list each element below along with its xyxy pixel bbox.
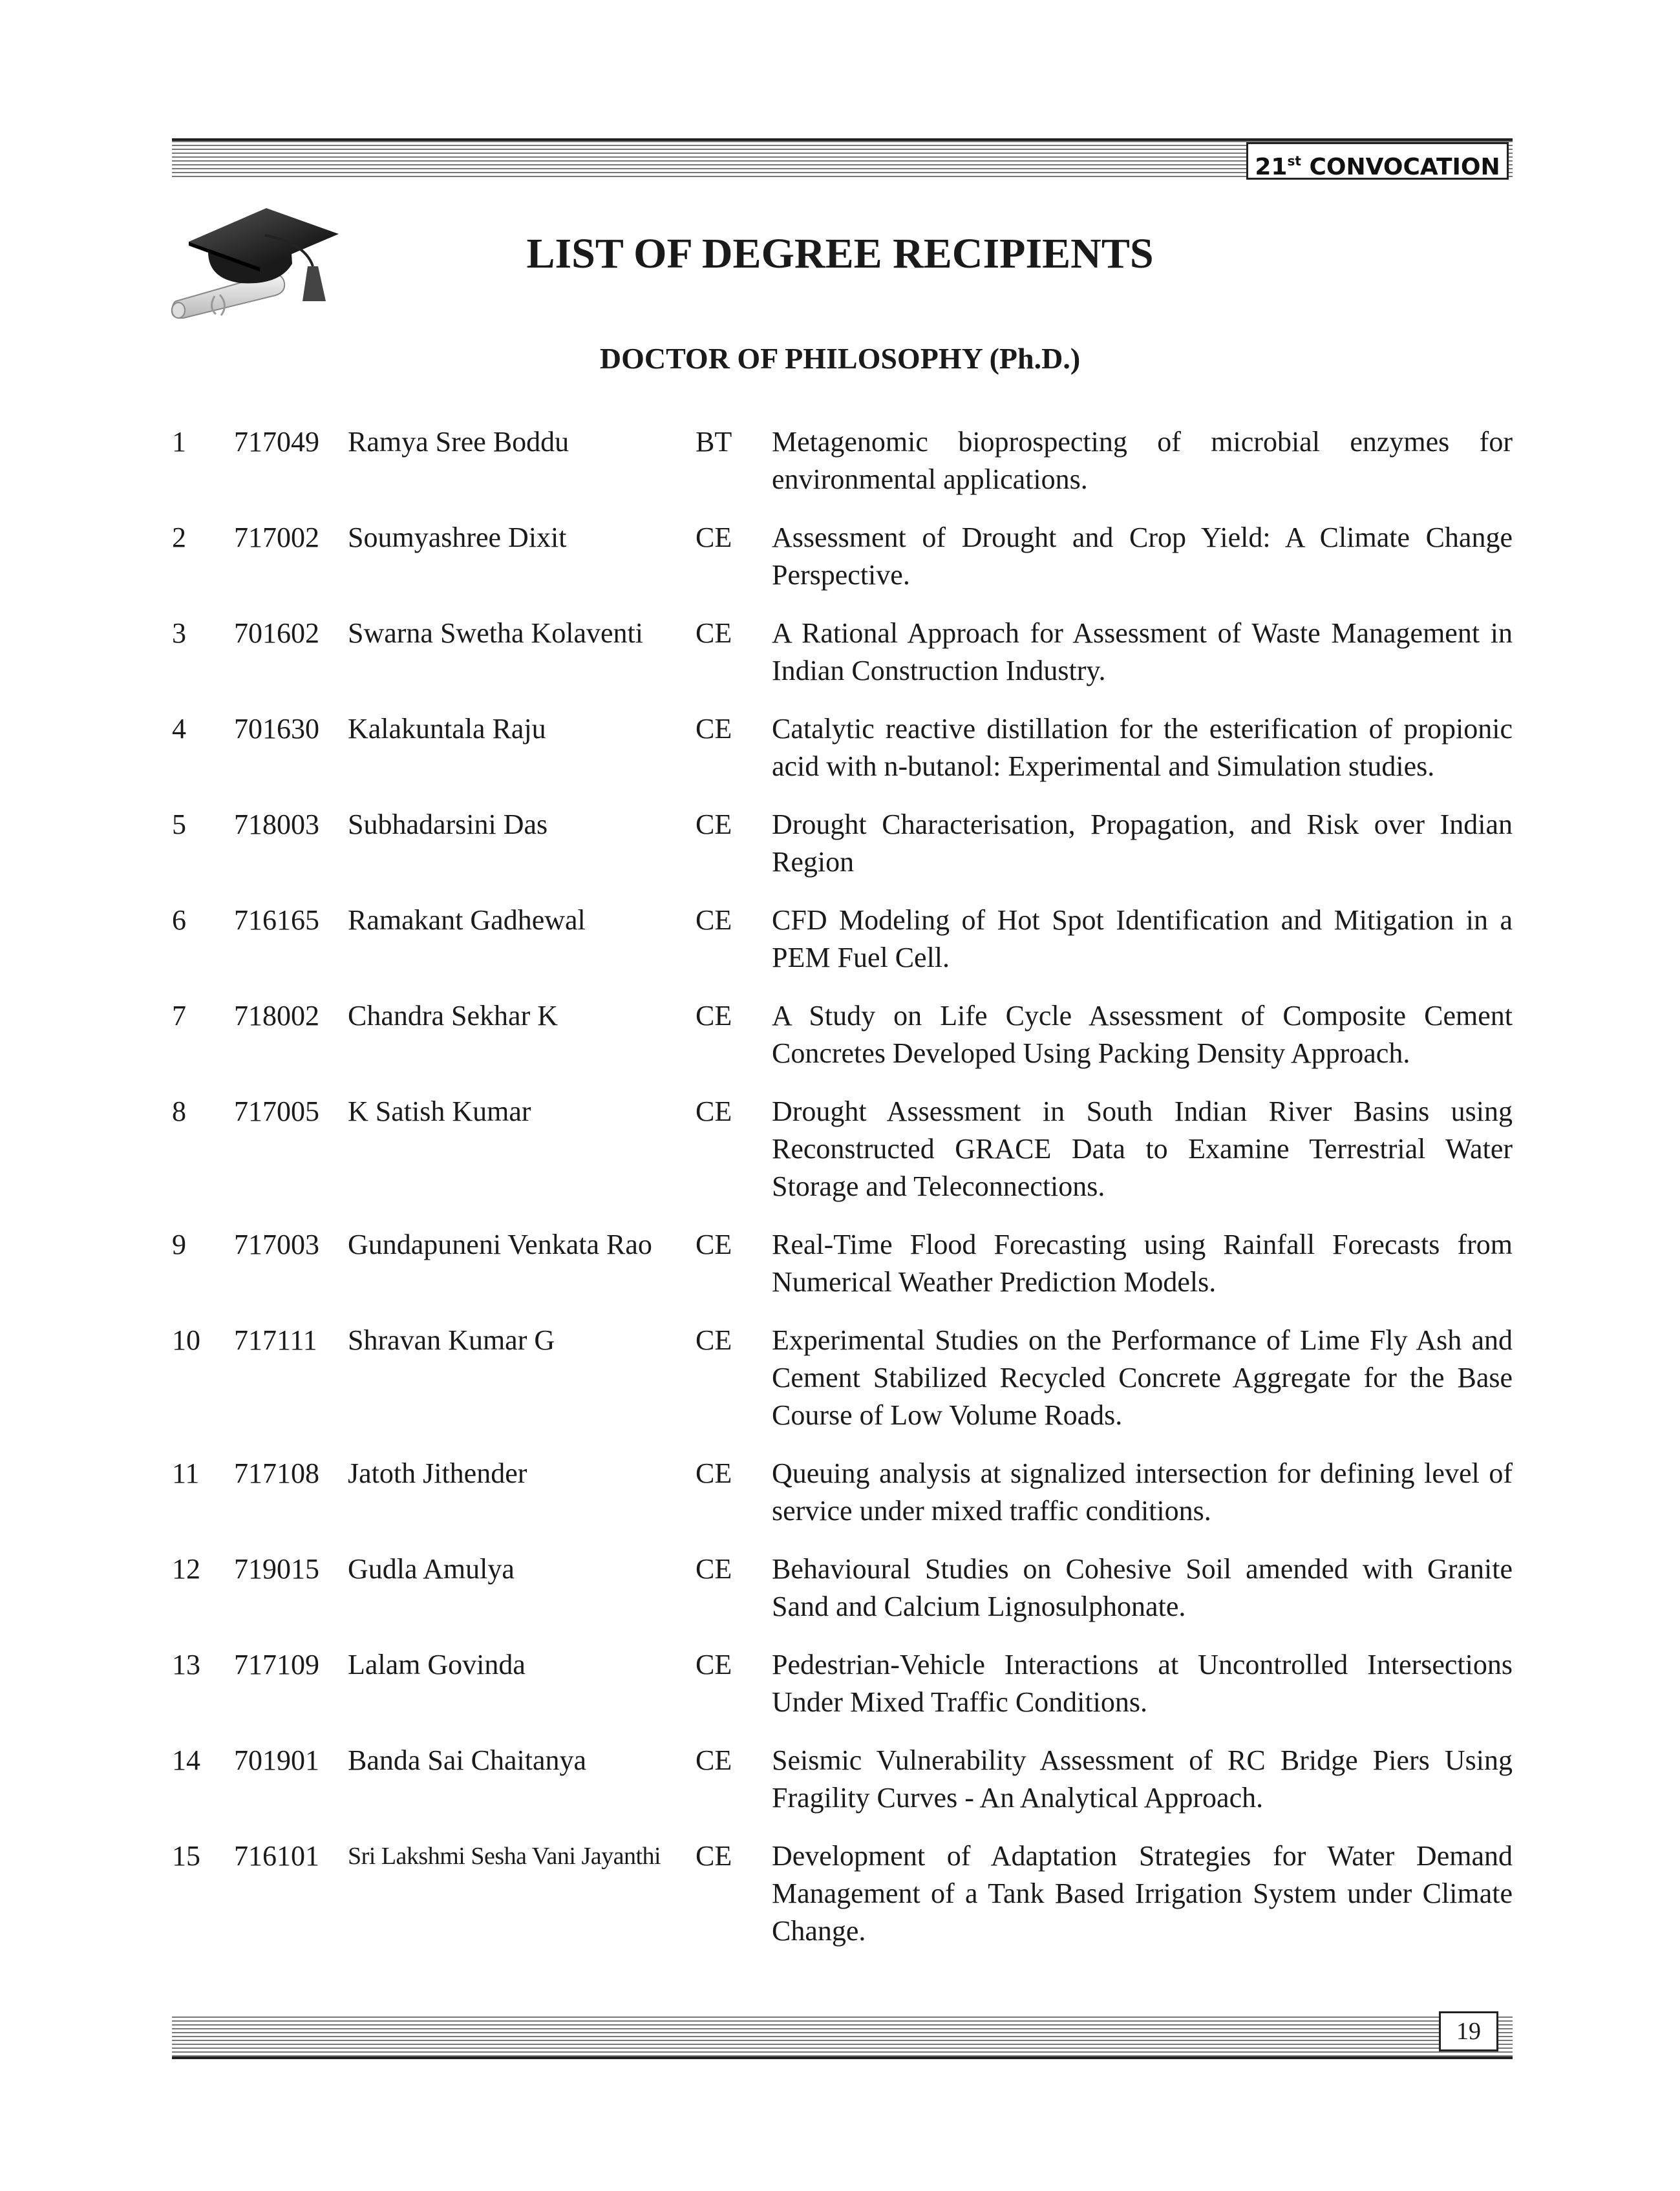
recipient-row xyxy=(172,1646,1513,1721)
recipient-name: Swarna Swetha Kolaventi xyxy=(348,617,643,649)
recipient-thesis-title: Experimental Studies on the Performance of Lime Fly Ash and Cement Stabilized Recycled Concrete Aggregate for the Base Course of Low Volume Roads. xyxy=(772,1324,1513,1431)
recipient-roll-number: 717005 xyxy=(234,1096,319,1127)
recipient-roll-number: 719015 xyxy=(234,1553,319,1585)
recipient-serial: 14 xyxy=(172,1744,200,1776)
recipient-name: Subhadarsini Das xyxy=(348,809,548,840)
recipient-serial: 11 xyxy=(172,1457,200,1489)
recipient-row xyxy=(172,1226,1513,1301)
recipient-thesis-title: Metagenomic bioprospecting of microbial enzymes for environmental applications. xyxy=(772,426,1513,495)
recipient-department: CE xyxy=(696,1553,732,1585)
recipient-serial: 12 xyxy=(172,1553,200,1585)
recipient-serial: 10 xyxy=(172,1324,200,1356)
recipient-roll-number: 701901 xyxy=(234,1744,319,1776)
recipient-department: CE xyxy=(696,1000,732,1032)
recipient-serial: 8 xyxy=(172,1096,186,1127)
recipient-serial: 3 xyxy=(172,617,186,649)
recipient-name: Soumyashree Dixit xyxy=(348,522,567,553)
recipient-roll-number: 718003 xyxy=(234,809,319,840)
recipient-roll-number: 717002 xyxy=(234,522,319,553)
recipient-thesis-title: Catalytic reactive distillation for the esterification of propionic acid with n-butanol: Experimental and Simulation studies. xyxy=(772,713,1513,782)
recipient-serial: 5 xyxy=(172,809,186,840)
recipient-name: Banda Sai Chaitanya xyxy=(348,1744,587,1776)
recipient-roll-number: 717111 xyxy=(234,1324,317,1356)
degree-heading: DOCTOR OF PHILOSOPHY (Ph.D.) xyxy=(599,342,1081,375)
recipient-department: CE xyxy=(696,1840,732,1872)
recipient-name: Lalam Govinda xyxy=(348,1649,526,1680)
convocation-label: CONVOCATION xyxy=(1309,154,1500,180)
recipient-roll-number: 717108 xyxy=(234,1457,319,1489)
recipient-row xyxy=(172,519,1513,594)
recipient-serial: 9 xyxy=(172,1229,186,1260)
recipient-roll-number: 717109 xyxy=(234,1649,319,1680)
convocation-badge xyxy=(1246,142,1509,180)
recipient-serial: 6 xyxy=(172,904,186,936)
recipient-row xyxy=(172,902,1513,977)
recipient-row xyxy=(172,997,1513,1072)
recipient-name: Sri Lakshmi Sesha Vani Jayanthi xyxy=(348,1843,661,1870)
recipient-serial: 13 xyxy=(172,1649,200,1680)
recipient-name: Ramya Sree Boddu xyxy=(348,426,569,458)
recipient-name: Gundapuneni Venkata Rao xyxy=(348,1229,652,1260)
recipient-thesis-title: A Study on Life Cycle Assessment of Composite Cement Concretes Developed Using Packing Density Approach. xyxy=(772,1000,1513,1069)
recipient-thesis-title: Development of Adaptation Strategies for Water Demand Management of a Tank Based Irrigation System under Climate Change. xyxy=(772,1840,1513,1947)
convocation-number: 21 xyxy=(1255,154,1288,180)
recipient-thesis-title: CFD Modeling of Hot Spot Identification and Mitigation in a PEM Fuel Cell. xyxy=(772,904,1513,973)
recipient-name: Ramakant Gadhewal xyxy=(348,904,586,936)
recipient-name: Gudla Amulya xyxy=(348,1553,515,1585)
recipient-thesis-title: A Rational Approach for Assessment of Waste Management in Indian Construction Industry. xyxy=(772,617,1513,686)
page-title: LIST OF DEGREE RECIPIENTS xyxy=(526,230,1154,277)
recipient-name: Chandra Sekhar K xyxy=(348,1000,558,1032)
recipient-department: CE xyxy=(696,522,732,553)
convocation-suffix: st xyxy=(1287,153,1301,169)
recipient-serial: 7 xyxy=(172,1000,186,1032)
recipient-roll-number: 716165 xyxy=(234,904,319,936)
recipient-roll-number: 717003 xyxy=(234,1229,319,1260)
footer-band xyxy=(172,2016,1513,2058)
recipient-thesis-title: Drought Assessment in South Indian River Basins using Reconstructed GRACE Data to Examine Terrestrial Water Storage and Teleconnections. xyxy=(772,1096,1513,1202)
recipient-thesis-title: Queuing analysis at signalized intersection for defining level of service under mixed traffic conditions. xyxy=(772,1457,1513,1527)
recipient-department: CE xyxy=(696,904,732,936)
recipient-thesis-title: Behavioural Studies on Cohesive Soil amended with Granite Sand and Calcium Lignosulphonate. xyxy=(772,1553,1513,1622)
recipient-department: CE xyxy=(696,1096,732,1127)
recipient-row xyxy=(172,615,1513,690)
recipient-row xyxy=(172,1093,1513,1205)
recipient-row xyxy=(172,1455,1513,1530)
recipient-roll-number: 701602 xyxy=(234,617,319,649)
recipient-department: CE xyxy=(696,713,732,745)
recipient-department: BT xyxy=(696,426,732,458)
footer-rule xyxy=(172,2057,1513,2059)
recipient-thesis-title: Seismic Vulnerability Assessment of RC Bridge Piers Using Fragility Curves - An Analytical Approach. xyxy=(772,1744,1513,1814)
recipient-serial: 15 xyxy=(172,1840,200,1872)
recipient-serial: 2 xyxy=(172,522,186,553)
recipient-department: CE xyxy=(696,617,732,649)
recipient-serial: 1 xyxy=(172,426,186,458)
recipient-row xyxy=(172,1322,1513,1434)
recipient-roll-number: 718002 xyxy=(234,1000,319,1032)
recipient-name: Jatoth Jithender xyxy=(348,1457,527,1489)
recipient-roll-number: 716101 xyxy=(234,1840,319,1872)
recipient-name: Kalakuntala Raju xyxy=(348,713,546,745)
recipient-department: CE xyxy=(696,1744,732,1776)
recipient-list xyxy=(172,423,1513,1950)
recipient-row xyxy=(172,710,1513,785)
recipient-row xyxy=(172,1551,1513,1625)
recipient-row xyxy=(172,806,1513,881)
recipient-thesis-title: Pedestrian-Vehicle Interactions at Uncontrolled Intersections Under Mixed Traffic Conditions. xyxy=(772,1649,1513,1718)
recipient-department: CE xyxy=(696,809,732,840)
recipient-row xyxy=(172,1742,1513,1817)
recipient-thesis-title: Assessment of Drought and Crop Yield: A Climate Change Perspective. xyxy=(772,522,1513,591)
recipient-thesis-title: Drought Characterisation, Propagation, and Risk over Indian Region xyxy=(772,809,1513,878)
recipient-roll-number: 717049 xyxy=(234,426,319,458)
recipient-department: CE xyxy=(696,1457,732,1489)
recipient-name: K Satish Kumar xyxy=(348,1096,531,1127)
recipient-serial: 4 xyxy=(172,713,186,745)
recipient-thesis-title: Real-Time Flood Forecasting using Rainfall Forecasts from Numerical Weather Prediction Models. xyxy=(772,1229,1513,1298)
recipient-department: CE xyxy=(696,1649,732,1680)
recipient-department: CE xyxy=(696,1324,732,1356)
recipient-row xyxy=(172,1837,1513,1950)
recipient-department: CE xyxy=(696,1229,732,1260)
recipient-roll-number: 701630 xyxy=(234,713,319,745)
recipient-row xyxy=(172,423,1513,498)
page-number: 19 xyxy=(1439,2011,1498,2051)
recipient-name: Shravan Kumar G xyxy=(348,1324,555,1356)
